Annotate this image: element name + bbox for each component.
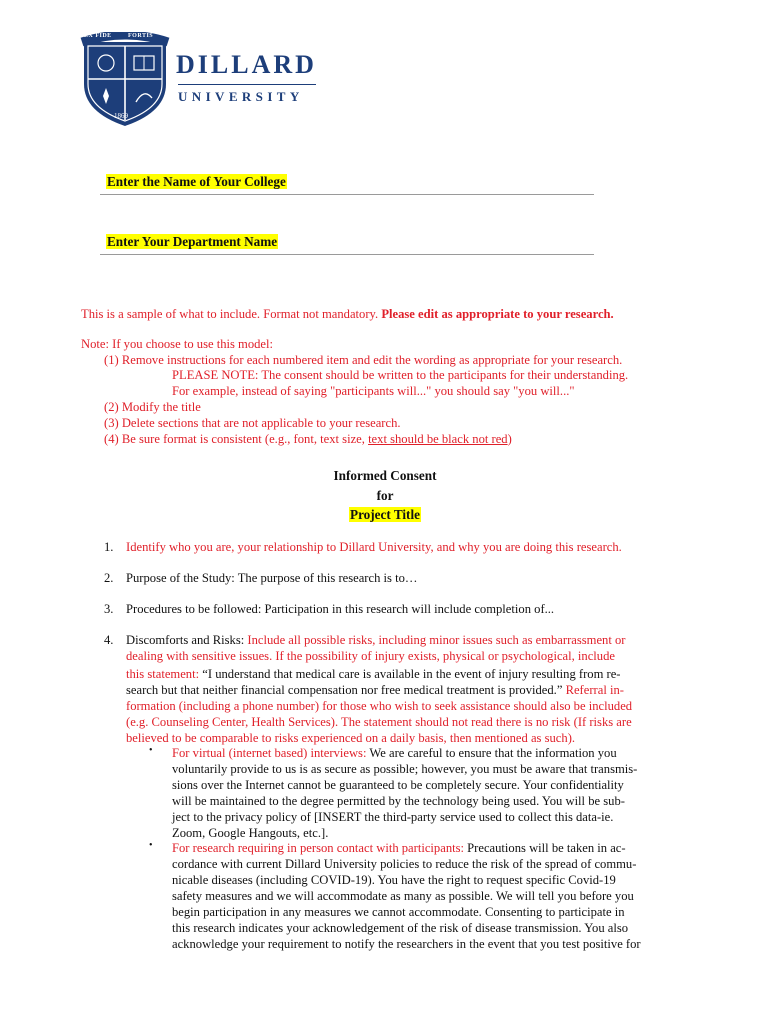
section-4-red-4: Referral in-: [562, 683, 624, 697]
bullet-1-line-6: Zoom, Google Hangouts, etc.].: [172, 826, 329, 840]
section-4-line-1: [126, 632, 626, 648]
bullet-2-text-1: Precautions will be taken in ac-: [467, 841, 626, 855]
department-name-placeholder[interactable]: Enter Your Department Name: [107, 234, 278, 249]
note-item-4-underlined: text should be black not red: [368, 432, 508, 446]
note-sub-2: For example, instead of saying "participants will..." you should say "you will...": [172, 384, 575, 398]
section-4-black-4: search but that neither financial compensation nor free medical treatment is provided.”: [126, 683, 563, 697]
consent-title-for: for: [376, 488, 394, 503]
consent-title: Informed Consent: [333, 468, 437, 483]
bullet-2-line-5: begin participation in any measures we cannot accommodate. Consenting to participate in: [172, 905, 625, 919]
section-4-line-7: believed to be comparable to risks experienced on a daily basis, then mentioned as such).: [126, 731, 576, 745]
section-4-red-1: Include all possible risks, including minor issues such as embarrassment or: [247, 633, 626, 647]
section-4-line-4: [126, 682, 624, 698]
project-title-line[interactable]: [0, 506, 770, 524]
note-item-1: (1) Remove instructions for each numbered item and edit the wording as appropriate for your research.: [104, 353, 623, 367]
bullet-icon: •: [149, 745, 153, 756]
section-4-line-5: formation (including a phone number) for those who wish to seek assistance should also be included: [126, 699, 633, 713]
logo-divider: [178, 84, 316, 85]
bullet-1-text-1: We are careful to ensure that the information you: [369, 746, 617, 760]
section-4-red-3: this statement:: [126, 667, 203, 681]
logo-motto-right: FORTIS: [128, 33, 154, 39]
logo-name-university: UNIVERSITY: [178, 89, 304, 104]
note-item-4: [104, 431, 512, 447]
college-name-line[interactable]: [106, 174, 287, 190]
section-2-text: Purpose of the Study: The purpose of this research is to…: [126, 571, 418, 585]
section-4-line-6: (e.g. Counseling Center, Health Services). The statement should not read there is no risk (If risks are: [126, 715, 632, 729]
university-logo: [78, 32, 328, 128]
bullet-1-label: For virtual (internet based) interviews:: [172, 746, 370, 760]
logo-name-dillard: DILLARD: [176, 50, 317, 79]
bullet-2-line-7: acknowledge your requirement to notify the researchers in the event that you test positive for: [172, 937, 641, 951]
section-4-number: 4.: [104, 633, 114, 647]
bullet-2-line-3: nicable diseases (including COVID-19). You have the right to request specific Covid-19: [172, 873, 616, 887]
bullet-2-line-6: this research indicates your acknowledgement of the risk of disease transmission. You also: [172, 921, 629, 935]
bullet-2-line-4: safety measures and we will accommodate as many as possible. We will tell you before you: [172, 889, 634, 903]
college-name-rule: [100, 194, 594, 195]
section-4-black-3: “I understand that medical care is available in the event of injury resulting from re-: [202, 667, 621, 681]
section-1-number: 1.: [104, 540, 114, 554]
college-name-placeholder[interactable]: Enter the Name of Your College: [107, 174, 286, 189]
logo-motto-left: EX FIDE: [84, 33, 112, 39]
section-4-label: Discomforts and Risks:: [126, 633, 248, 647]
bullet-2-line-2: cordance with current Dillard University policies to reduce the risk of the spread of commu-: [172, 857, 637, 871]
section-3-text: Procedures to be followed: Participation in this research will include completion of...: [126, 602, 555, 616]
bullet-1-line-3: sions over the Internet cannot be guaranteed to be completely secure. Your confidentiality: [172, 778, 624, 792]
department-name-line[interactable]: [106, 234, 278, 250]
logo-year: 1869: [114, 112, 128, 120]
bullet-1-line-2: voluntarily provide to us is as secure as possible; however, you must be aware that transmis-: [172, 762, 638, 776]
note-item-2: (2) Modify the title: [104, 400, 201, 414]
section-1-text: Identify who you are, your relationship to Dillard University, and why you are doing this research.: [126, 540, 622, 554]
department-name-rule: [100, 254, 594, 255]
section-3-number: 3.: [104, 602, 114, 616]
project-title-placeholder[interactable]: Project Title: [350, 507, 420, 522]
bullet-2-line-1: [172, 840, 626, 856]
sample-instruction-bold: Please edit as appropriate to your research.: [381, 307, 614, 321]
note-lead: Note: If you choose to use this model:: [81, 337, 274, 351]
note-item-4-end: ): [507, 432, 512, 446]
bullet-1-line-4: will be maintained to the degree permitted by the technology being used. You will be sub-: [172, 794, 625, 808]
bullet-1-line-1: [172, 745, 617, 761]
section-2-number: 2.: [104, 571, 114, 585]
section-4-line-2: dealing with sensitive issues. If the possibility of injury exists, physical or psychological, include: [126, 649, 615, 663]
sample-instruction-text: This is a sample of what to include. Format not mandatory.: [81, 307, 382, 321]
sample-instruction: [81, 306, 614, 322]
bullet-2-label: For research requiring in person contact with participants:: [172, 841, 468, 855]
note-sub-1: PLEASE NOTE: The consent should be written to the participants for their understanding.: [172, 368, 629, 382]
bullet-1-line-5: ject to the privacy policy of [INSERT the third-party service used to collect this data-ie.: [172, 810, 614, 824]
note-item-4-text: (4) Be sure format is consistent (e.g., font, text size,: [104, 432, 369, 446]
note-item-3: (3) Delete sections that are not applicable to your research.: [104, 416, 401, 430]
bullet-icon: •: [149, 840, 153, 851]
section-4-line-3: [126, 666, 621, 682]
